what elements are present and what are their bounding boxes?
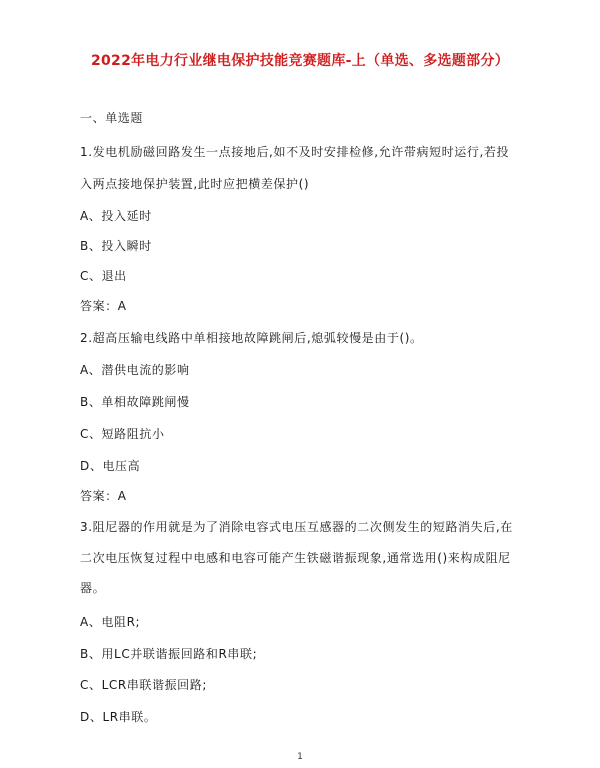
question-3-line-3: 器。 [80,581,106,595]
question-3-option-d: D、LR串联。 [80,710,157,724]
question-1-line-2: 入两点接地保护装置,此时应把横差保护() [80,177,310,191]
question-3-line-1: 3.阻尼器的作用就是为了消除电容式电压互感器的二次侧发生的短路消失后,在 [80,520,513,534]
question-2-option-b: B、单相故障跳闸慢 [80,395,190,409]
question-3-option-a: A、电阻R; [80,615,141,629]
question-1-option-a: A、投入延时 [80,209,152,223]
question-2-option-a: A、潜供电流的影响 [80,363,190,377]
question-2-answer: 答案：A [80,489,127,503]
question-2-option-d: D、电压高 [80,459,141,473]
question-1-option-c: C、退出 [80,269,127,283]
question-2-option-c: C、短路阻抗小 [80,427,165,441]
question-1-line-1: 1.发电机励磁回路发生一点接地后,如不及时安排检修,允许带病短时运行,若投 [80,145,510,159]
page-number: 1 [297,752,303,762]
question-3-line-2: 二次电压恢复过程中电感和电容可能产生铁磁谐振现象,通常选用()来构成阻尼 [80,551,511,565]
section-heading: 一、单选题 [80,111,144,125]
question-3-option-b: B、用LC并联谐振回路和R串联; [80,647,258,661]
question-1-option-b: B、投入瞬时 [80,239,152,253]
question-1-answer: 答案：A [80,299,127,313]
page-title: 2022年电力行业继电保护技能竞赛题库-上（单选、多选题部分） [90,53,510,69]
question-3-option-c: C、LCR串联谐振回路; [80,678,208,692]
question-2-line-1: 2.超高压输电线路中单相接地故障跳闸后,熄弧较慢是由于()。 [80,331,423,345]
